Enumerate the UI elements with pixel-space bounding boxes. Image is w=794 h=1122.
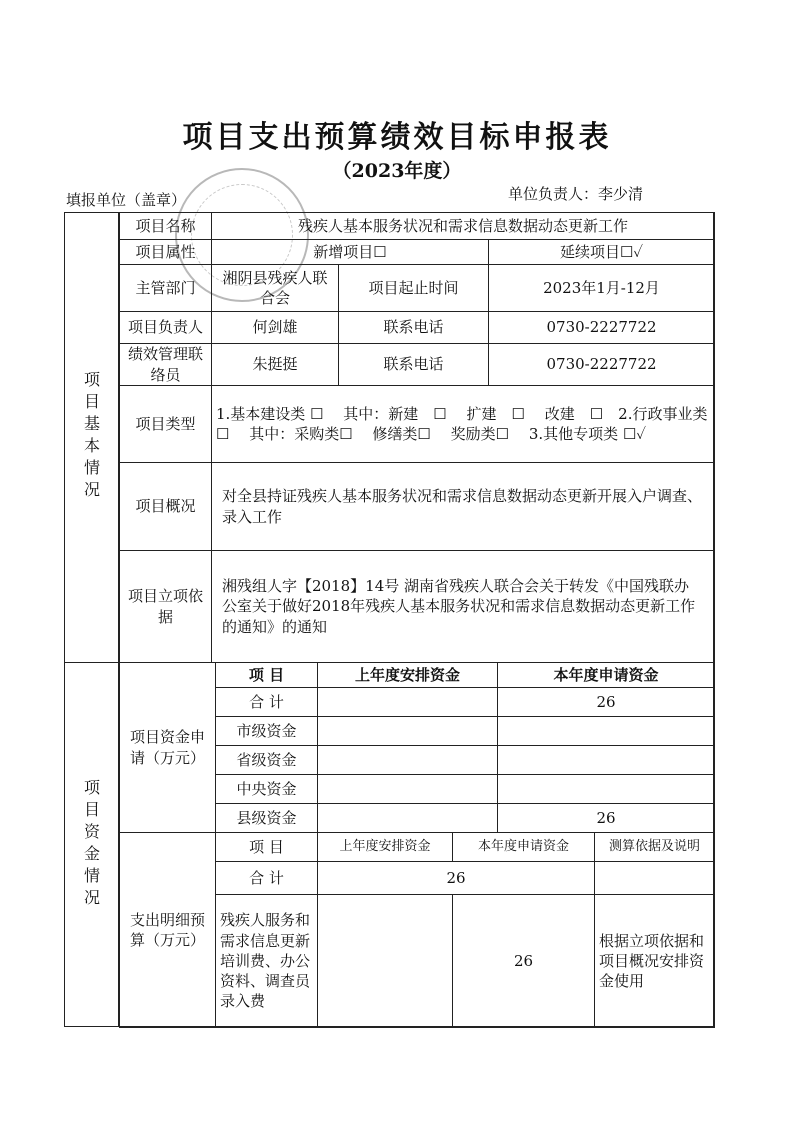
basis-label: 项目立项依据 [120,551,212,663]
type-label: 项目类型 [120,386,212,463]
apply-row-this [498,746,715,775]
phone-value: 0730-2227722 [489,312,715,344]
dept-value: 湘阴县残疾人联合会 [212,265,339,312]
year-label: （2023年度） [332,160,462,182]
detail-total-basis [595,862,715,895]
dept-label: 主管部门 [120,265,212,312]
apply-row-this: 26 [498,688,715,717]
apply-row-this: 26 [498,804,715,833]
basis-value: 湘残组人字【2018】14号 湖南省残疾人联合会关于转发《中国残联办公室关于做好2018年残疾人基本服务状况和需求信息数据动态更新工作的通知》的通知 [212,551,715,663]
apply-row-last [318,688,498,717]
apply-row-last [318,746,498,775]
attr-continue-checkbox[interactable]: 延续项目☐✓ [489,240,715,265]
detail-label: 支出明细预算（万元） [120,833,216,1028]
detail-item-last [318,895,453,1028]
basic-info-table [119,212,715,663]
apply-row-this [498,717,715,746]
detail-item-name: 残疾人服务和需求信息更新培训费、办公资料、调查员录入费 [216,895,318,1028]
overview-label: 项目概况 [120,463,212,551]
project-name-label: 项目名称 [120,213,212,240]
page-title: 项目支出预算绩效目标申报表 [182,120,612,155]
period-value: 2023年1月-12月 [489,265,715,312]
project-attr-label: 项目属性 [120,240,212,265]
apply-row-label: 中央资金 [216,775,318,804]
project-name-value: 残疾人基本服务状况和需求信息数据动态更新工作 [212,213,715,240]
apply-col-item: 项 目 [216,663,318,688]
apply-row-label: 合 计 [216,688,318,717]
type-options[interactable]: 1.基本建设类 ☐ 其中：新建 ☐ 扩建 ☐ 改建 ☐ 2.行政事业类 ☐ 其中：采购类☐ 修缮类☐ 奖励类☐ 3.其他专项类 ☐✓ [212,386,715,463]
basic-section-label: 项目基本情况 [64,212,119,662]
lead-value: 何剑雄 [212,312,339,344]
apply-row-last [318,775,498,804]
detail-item-basis: 根据立项依据和项目概况安排资金使用 [595,895,715,1028]
detail-col-last: 上年度安排资金 [318,833,453,862]
detail-total-label: 合 计 [216,862,318,895]
apply-row-label: 县级资金 [216,804,318,833]
period-label: 项目起止时间 [339,265,489,312]
detail-col-basis: 测算依据及说明 [595,833,715,862]
apply-col-last: 上年度安排资金 [318,663,498,688]
apply-row-label: 市级资金 [216,717,318,746]
fill-unit-label: 填报单位（盖章） [66,191,187,209]
overview-value: 对全县持证残疾人基本服务状况和需求信息数据动态更新开展入户调查、录入工作 [212,463,715,551]
perf-value: 朱挺挺 [212,344,339,386]
phone2-value: 0730-2227722 [489,344,715,386]
apply-col-this: 本年度申请资金 [498,663,715,688]
expense-detail-table [119,832,715,1028]
detail-total-value: 26 [318,862,595,895]
detail-col-item: 项 目 [216,833,318,862]
apply-row-last [318,717,498,746]
apply-row-label: 省级资金 [216,746,318,775]
apply-row-last [318,804,498,833]
phone-label: 联系电话 [339,312,489,344]
apply-label: 项目资金申请（万元） [120,663,216,833]
lead-label: 项目负责人 [120,312,212,344]
detail-item-this: 26 [453,895,595,1028]
apply-row-this [498,775,715,804]
unit-lead-label: 单位负责人：李少清 [508,185,644,203]
phone2-label: 联系电话 [339,344,489,386]
perf-label: 绩效管理联络员 [120,344,212,386]
attr-new-checkbox[interactable]: 新增项目☐ [212,240,489,265]
detail-col-this: 本年度申请资金 [453,833,595,862]
fund-apply-table [119,662,715,833]
funds-section-label: 项目资金情况 [64,662,119,1027]
